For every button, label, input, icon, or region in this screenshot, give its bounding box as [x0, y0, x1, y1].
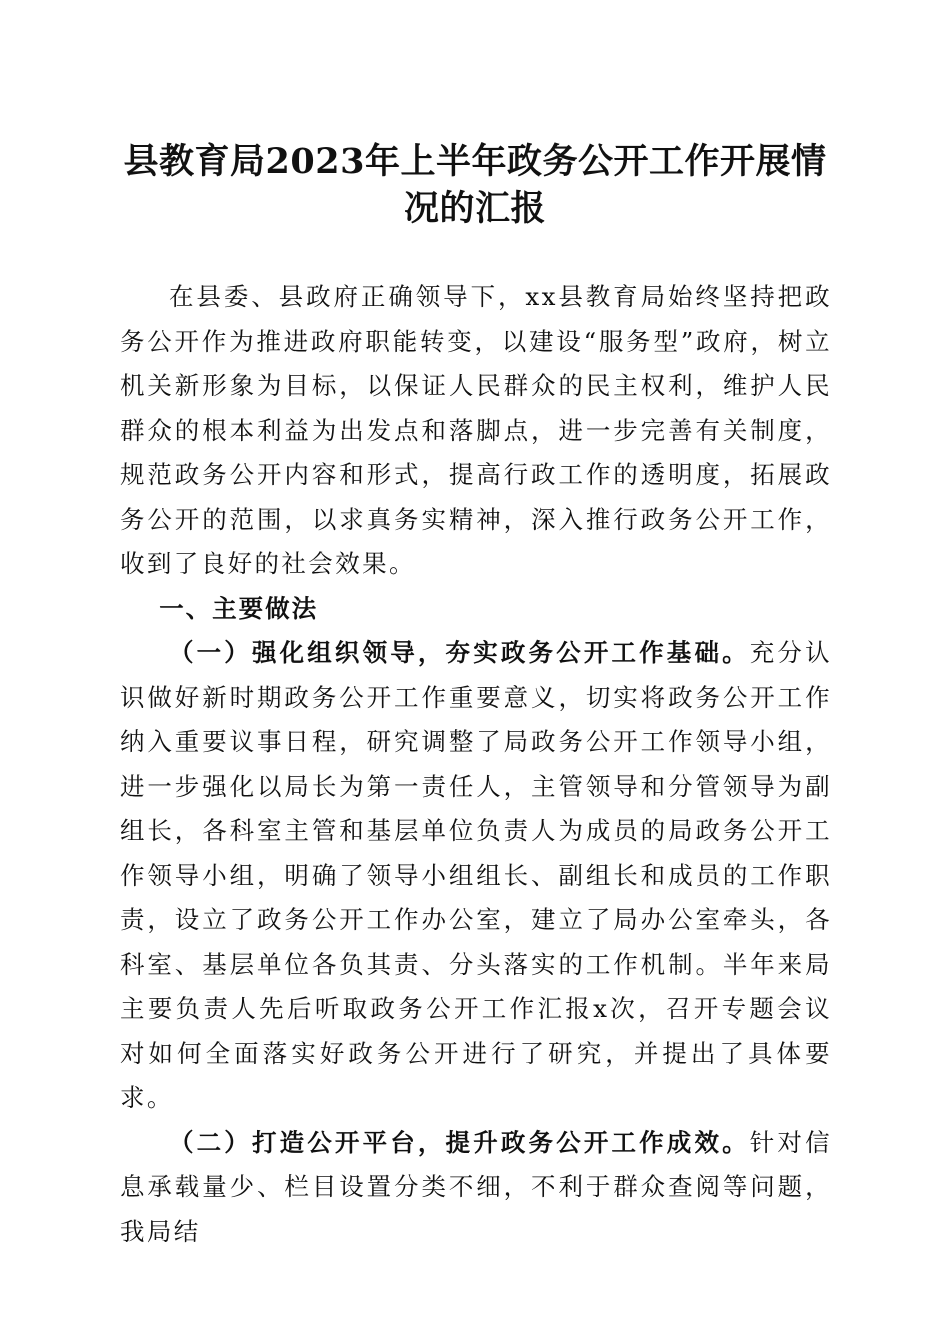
section-heading-main-practices: 一、主要做法 [159, 593, 319, 623]
item-2-body: 针对信息承载量少、栏目设置分类不细，不利于群众查阅等问题，我局结 [120, 1127, 832, 1246]
intro-paragraph: 在县委、县政府正确领导下，xx县教育局始终坚持把政务公开作为推进政府职能转变，以建设“服务型”政府，树立机关新形象为目标，以保证人民群众的民主权利，维护人民群众的根本利益为出发点和落脚点，进一步完善有关制度，规范政务公开内容和形式，提高行政工作的透明度，拓展政务公开的范围，以求真务实精神，深入推行政务公开工作，收到了良好的社会效果。 [120, 282, 832, 578]
document-title [120, 138, 830, 232]
item-1-body: 充分认识做好新时期政务公开工作重要意义，切实将政务公开工作纳入重要议事日程，研究调整了局政务公开工作领导小组，进一步强化以局长为第一责任人，主管领导和分管领导为副组长，各科室主管和基层单位负责人为成员的局政务公开工作领导小组，明确了领导小组组长、副组长和成员的工作职责，设立了政务公开工作办公室，建立了局办公室牵头，各科室、基层单位各负其责、分头落实的工作机制。半年来局主要负责人先后听取政务公开工作汇报x次，召开专题会议对如何全面落实好政务公开进行了研究，并提出了具体要求。 [120, 638, 832, 1112]
paragraph-item-1 [120, 631, 832, 1121]
title-line-2: 况的汇报 [403, 188, 546, 229]
item-1-lead: （一）强化组织领导，夯实政务公开工作基础。 [169, 638, 750, 667]
paragraph-item-2 [120, 1121, 832, 1255]
document-body [120, 275, 832, 1254]
title-line-1: 县教育局2023年上半年政务公开工作开展情 [123, 141, 827, 182]
item-2-lead: （二）打造公开平台，提升政务公开工作成效。 [169, 1127, 750, 1157]
